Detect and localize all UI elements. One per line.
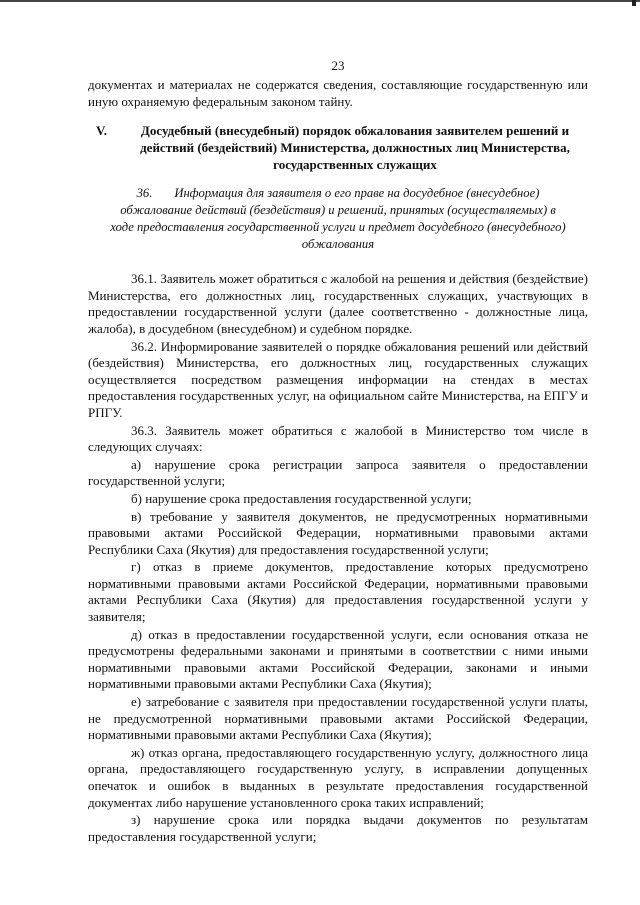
list-item-e: е) затребование с заявителя при предоставлении государственной услуги платы, не предусмотренной нормативными правовыми актами Российской Федерации, нормативными правовыми актами Республики Саха (Якутия); <box>88 694 588 743</box>
list-item-d: д) отказ в предоставлении государственной услуги, если основания отказа не предусмотрены федеральными законами и принятыми в соответствии с ними иными нормативными правовыми актами Российской Федерации, законами и иными нормативными правовыми актами Республики Саха (Якутия); <box>88 626 588 692</box>
subsection-title: Информация для заявителя о его праве на досудебное (внесудебное) обжалование действий (бездействия) и решений, принятых (осуществляемых) в ходе предоставления государственной услуги и предмет досудебного (внесудебного) обжалования <box>110 186 566 252</box>
section-title: Досудебный (внесудебный) порядок обжалования заявителем решений и действий (бездействий) Министерства, должностных лиц Министерства, государственных служащих <box>140 123 570 173</box>
paragraph-36-3: 36.3. Заявитель может обратиться с жалобой в Министерство том числе в следующих случаях: <box>88 422 588 455</box>
page-number: 23 <box>331 58 345 73</box>
section-number: V. <box>96 123 107 139</box>
document-page <box>88 58 588 845</box>
scan-top-edge <box>0 0 640 2</box>
list-item-a: а) нарушение срока регистрации запроса заявителя о предоставлении государственной услуги; <box>88 456 588 489</box>
paragraph-36-2: 36.2. Информирование заявителей о порядке обжалования решений или действий (бездействия) Министерства, его должностных лиц, государственных служащих осуществляется посредством размещения информации на стендах в местах предоставления государственных услуг, на официальном сайте Министерства, на ЕПГУ и РПГУ. <box>88 338 588 420</box>
list-item-z: з) нарушение срока или порядка выдачи документов по результатам предоставления государственной услуги; <box>88 812 588 844</box>
list-item-v: в) требование у заявителя документов, не предусмотренных нормативными правовыми актами Российской Федерации, нормативными правовыми актами Республики Саха (Якутия) для предоставления государственной услуги; <box>88 508 588 557</box>
paragraph-36-1: 36.1. Заявитель может обратиться с жалобой на решения и действия (бездействие) Министерства, его должностных лиц, государственных служащих, участвующих в предоставлении государственной услуги (далее соответственно - должностные лица, жалоба), в досудебном (внесудебном) и судебном порядке. <box>88 271 588 336</box>
list-item-g: г) отказ в приеме документов, предоставление которых предусмотрено нормативными правовыми актами Российской Федерации, нормативными правовыми актами Республики Саха (Якутия) для предоставления государственной услуги у заявителя; <box>88 559 588 625</box>
list-item-b: б) нарушение срока предоставления государственной услуги; <box>131 490 472 506</box>
document-body <box>88 271 588 845</box>
list-item-zh: ж) отказ органа, предоставляющего государственную услугу, должностного лица органа, предоставляющего государственную услугу, в исправлении допущенных опечаток и ошибок в выданных в результате предоставления государственной документах либо нарушение установленного срока таких исправлений; <box>88 744 588 810</box>
subsection-heading <box>88 185 588 253</box>
intro-paragraph: документах и материалах не содержатся сведения, составляющие государственную или иную охраняемую федеральным законом тайну. <box>88 77 588 109</box>
scan-corner-mark <box>632 0 636 6</box>
section-heading <box>88 122 588 173</box>
subsection-number: 36. <box>136 186 153 201</box>
